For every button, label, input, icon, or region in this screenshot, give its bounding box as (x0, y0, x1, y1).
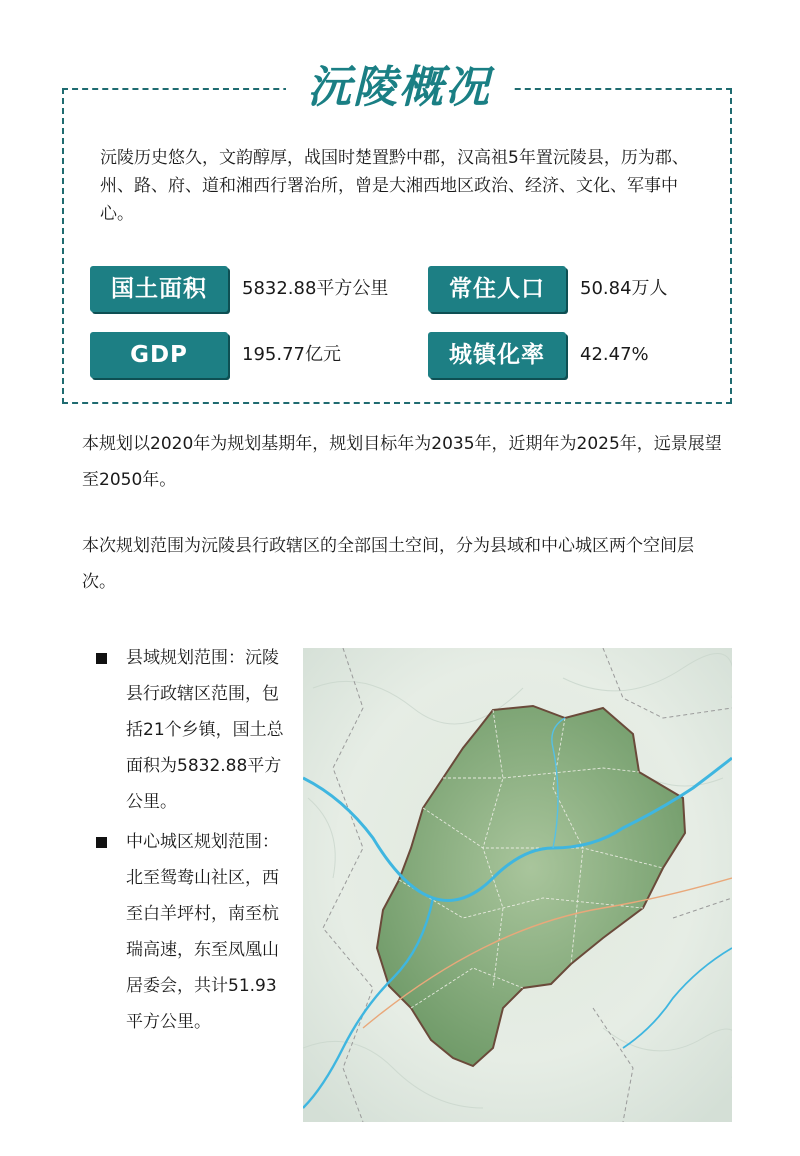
bullet-text: 中心城区规划范围：北至鸳鸯山社区，西至白羊坪村，南至杭瑞高速，东至凤凰山居委会，共计51.93平方公里。 (126, 832, 279, 1032)
intro-text: 沅陵历史悠久，文韵醇厚，战国时楚置黔中郡，汉高祖5年置沅陵县，历为郡、州、路、府、道和湘西行署治所，曾是大湘西地区政治、经济、文化、军事中心。 (100, 148, 689, 224)
bullet-central-city-scope (96, 824, 286, 1040)
stat-value-area: 5832.88平方公里 (242, 278, 389, 299)
stat-label-gdp: GDP (90, 332, 228, 378)
bullet-county-scope (96, 640, 286, 820)
stat-value-urbanization: 42.47% (580, 344, 649, 365)
stat-label-urbanization: 城镇化率 (428, 332, 566, 378)
planning-period-paragraph: 本规划以2020年为规划基期年，规划目标年为2035年，近期年为2025年，远景展望至2050年。 (82, 434, 722, 490)
bullet-square-icon (96, 837, 107, 848)
planning-scope-paragraph: 本次规划范围为沅陵县行政辖区的全部国土空间，分为县域和中心城区两个空间层次。 (82, 536, 694, 592)
county-map (303, 648, 732, 1122)
stat-label-population: 常住人口 (428, 266, 566, 312)
bullet-text: 县域规划范围：沅陵县行政辖区范围，包括21个乡镇，国土总面积为5832.88平方公里。 (126, 648, 284, 812)
stat-value-population: 50.84万人 (580, 278, 668, 299)
overview-title: 沅陵概况 (286, 58, 512, 118)
stat-value-gdp: 195.77亿元 (242, 344, 341, 365)
stat-label-area: 国土面积 (90, 266, 228, 312)
bullet-square-icon (96, 653, 107, 664)
scope-bullet-list (96, 640, 286, 1044)
county-map-graphic (303, 648, 732, 1122)
